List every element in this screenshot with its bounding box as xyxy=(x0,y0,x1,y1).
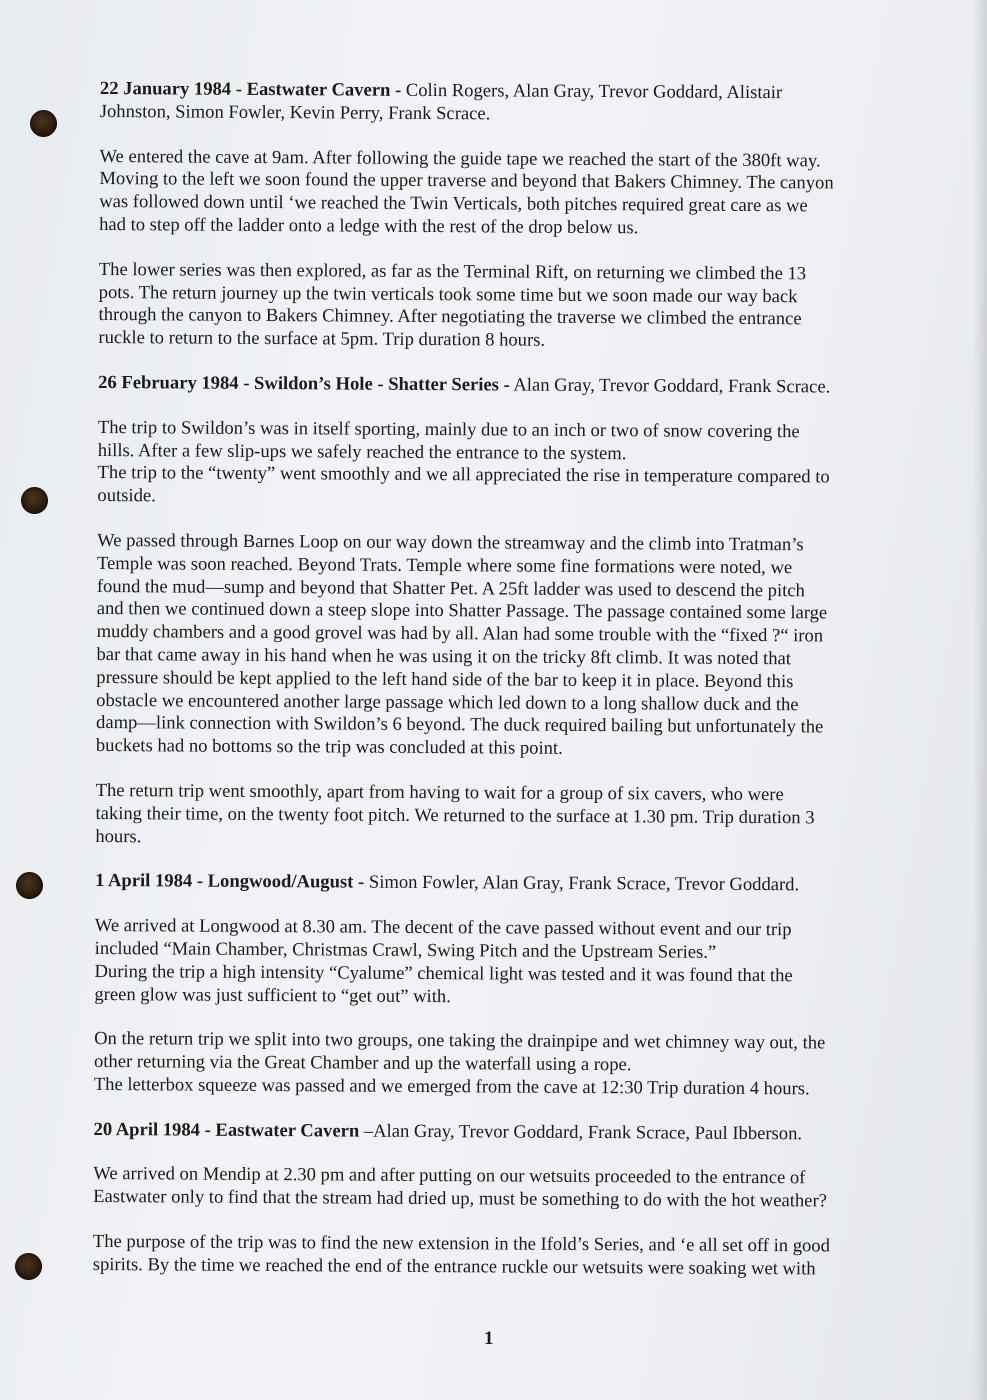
text-line: obstacle we encountered another large passage which led down to a long shallow duck and the xyxy=(96,689,799,715)
text-line: We entered the cave at 9am. After following the guide tape we reached the start of the 380ft way. xyxy=(99,145,821,171)
text-line: hills. After a few slip-ups we safely reached the entrance to the system. xyxy=(97,439,627,464)
log-entry xyxy=(93,1119,899,1282)
document-body xyxy=(93,78,905,1304)
text-line: Eastwater only to find that the stream had dried up, must be something to do with the hot weather? xyxy=(93,1186,827,1212)
text-line: The lower series was then explored, as far as the Terminal Rift, on returning we climbed the 13 xyxy=(98,258,807,285)
entry-attendees: Simon Fowler, Alan Gray, Frank Scrace, Trevor Goddard. xyxy=(364,871,800,896)
text-line: pots. The return journey up the twin verticals took some time but we soon made our way back xyxy=(98,281,798,307)
entry-paragraph xyxy=(99,146,905,242)
text-line: spirits. By the time we reached the end of the entrance ruckle our wetsuits were soaking wet with xyxy=(92,1253,816,1280)
text-line: On the return trip we split into two groups, one taking the drainpipe and wet chimney way out, the xyxy=(94,1028,826,1054)
text-line: included “Main Chamber, Christmas Crawl, Swing Pitch and the Upstream Series.” xyxy=(94,937,717,963)
binder-hole xyxy=(21,487,48,514)
entry-paragraph xyxy=(96,530,902,763)
binder-hole xyxy=(16,872,43,899)
text-line: We arrived at Longwood at 8.30 am. The decent of the cave passed without event and our trip xyxy=(94,915,792,941)
entry-header xyxy=(100,78,905,129)
text-line: The return trip went smoothly, apart from having to wait for a group of six cavers, who were xyxy=(95,779,784,806)
log-entry xyxy=(94,870,900,1101)
text-line: green glow was just sufficient to “get out” with. xyxy=(94,983,451,1007)
entry-header xyxy=(98,372,903,400)
entry-paragraph xyxy=(93,1163,898,1214)
entry-paragraph xyxy=(98,259,904,355)
text-line: hours. xyxy=(95,825,142,847)
log-entry xyxy=(98,78,905,355)
entry-paragraph xyxy=(93,1231,898,1282)
text-line: had to step off the ladder onto a ledge with the rest of the drop below us. xyxy=(99,213,639,239)
text-line: was followed down until ‘we reached the Twin Verticals, both pitches required great care as we xyxy=(99,191,808,217)
page-edge-shadow xyxy=(973,0,987,1400)
entry-paragraph xyxy=(95,780,900,853)
entry-paragraph xyxy=(94,1028,899,1101)
entry-header xyxy=(94,1119,899,1147)
text-line: During the trip a high intensity “Cyalume” chemical light was tested and it was found that the xyxy=(94,960,793,986)
text-line: The letterbox squeeze was passed and we emerged from the cave at 12:30 Trip duration 4 hours. xyxy=(93,1073,810,1100)
binder-hole xyxy=(15,1253,42,1280)
entry-heading: 1 April 1984 - Longwood/August - xyxy=(95,870,365,893)
entry-attendees-continued: Johnston, Simon Fowler, Kevin Perry, Frank Scrace. xyxy=(99,100,491,125)
text-line: through the canyon to Bakers Chimney. After negotiating the traverse we climbed the entrance xyxy=(98,304,802,330)
entry-paragraph xyxy=(97,417,903,513)
text-line: We arrived on Mendip at 2.30 pm and after putting on our wetsuits proceeded to the entrance of xyxy=(93,1163,806,1189)
entry-attendees: Alan Gray, Trevor Goddard, Frank Scrace. xyxy=(509,374,831,398)
text-line: The trip to Swildon’s was in itself sporting, mainly due to an inch or two of snow covering the xyxy=(97,416,800,443)
text-line: Temple was soon reached. Beyond Trats. Temple where some fine formations were noted, we xyxy=(96,552,793,578)
text-line: taking their time, on the twenty foot pitch. We returned to the surface at 1.30 pm. Trip duration 3 xyxy=(95,802,815,829)
text-line: outside. xyxy=(97,485,156,507)
text-line: The purpose of the trip was to find the new extension in the Ifold’s Series, and ‘e all set off in good xyxy=(92,1231,830,1257)
text-line: muddy chambers and a good grovel was had by all. Alan had some trouble with the “fixed ?“ iron xyxy=(96,621,824,647)
entry-heading: 26 February 1984 - Swildon’s Hole - Shatter Series - xyxy=(98,371,510,396)
entry-heading: 20 April 1984 - Eastwater Cavern xyxy=(93,1118,360,1142)
text-line: found the mud—sump and beyond that Shatter Pet. A 25ft ladder was used to descend the pitch xyxy=(96,575,805,601)
text-line: Moving to the left we soon found the upper traverse and beyond that Bakers Chimney. The canyon xyxy=(99,168,834,194)
entry-paragraph xyxy=(94,915,900,1011)
text-line: The trip to the “twenty” went smoothly and we all appreciated the rise in temperature compared to xyxy=(97,462,830,488)
binder-hole xyxy=(30,110,57,137)
entry-attendees: Colin Rogers, Alan Gray, Trevor Goddard, Alistair xyxy=(401,79,783,104)
text-line: other returning via the Great Chamber and up the waterfall using a rope. xyxy=(93,1051,632,1076)
text-line: and then we continued down a steep slope into Shatter Passage. The passage contained some large xyxy=(96,598,828,624)
text-line: ruckle to return to the surface at 5pm. Trip duration 8 hours. xyxy=(98,327,546,351)
text-line: buckets had no bottoms so the trip was concluded at this point. xyxy=(95,735,563,759)
entry-header xyxy=(95,870,900,898)
text-line: damp—link connection with Swildon’s 6 beyond. The duck required bailing but unfortunately the xyxy=(95,712,824,738)
text-line: We passed through Barnes Loop on our way down the streamway and the climb into Tratman’s xyxy=(97,529,804,556)
log-entry xyxy=(95,372,903,853)
page-number: 1 xyxy=(484,1328,494,1349)
text-line: bar that came away in his hand when he was using it on the tricky 8ft climb. It was noted that xyxy=(96,643,792,670)
entry-attendees: –Alan Gray, Trevor Goddard, Frank Scrace, Paul Ibberson. xyxy=(359,1120,803,1144)
text-line: pressure should be kept applied to the left hand side of the bar to keep it in place. Beyond this xyxy=(96,666,794,692)
entry-heading: 22 January 1984 - Eastwater Cavern - xyxy=(99,78,402,101)
